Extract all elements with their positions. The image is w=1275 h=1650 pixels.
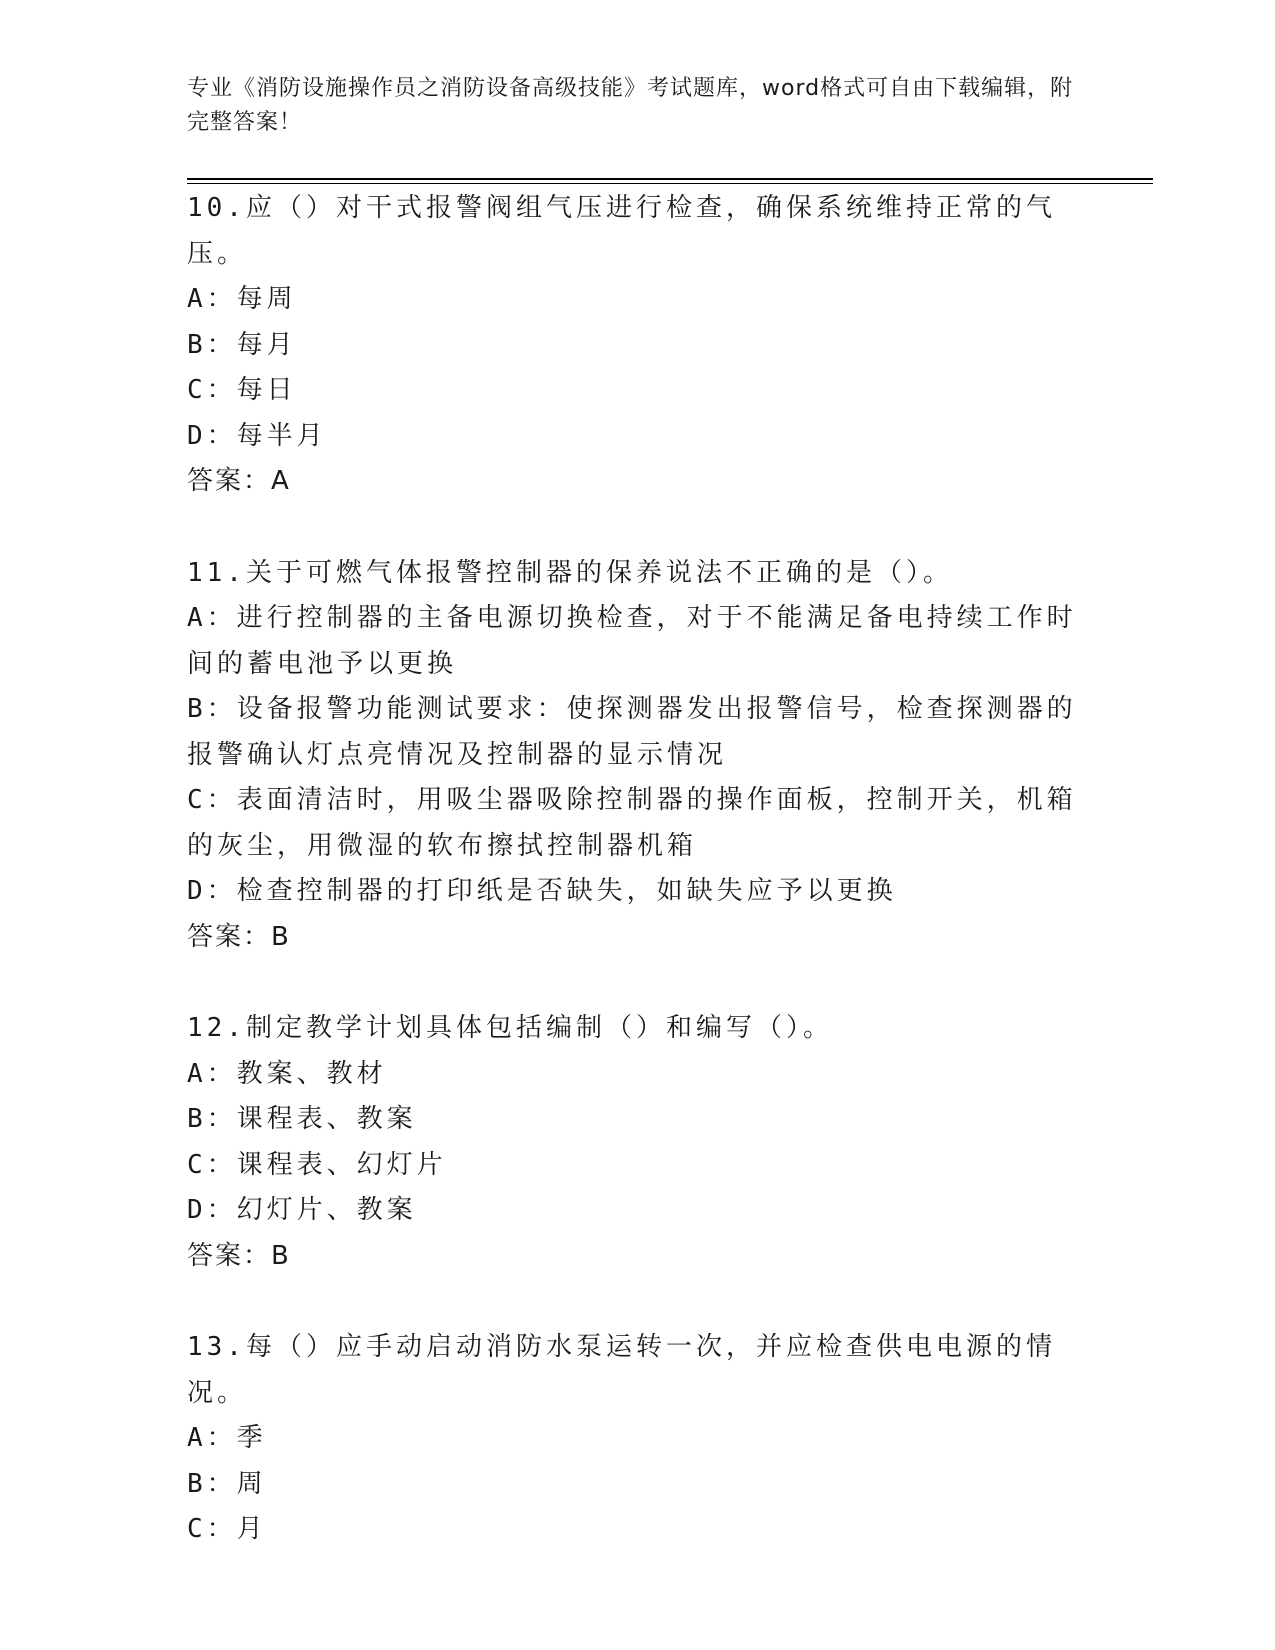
- answer-label: 答案：B: [187, 921, 291, 952]
- option-a: A：季: [187, 1423, 267, 1453]
- option-b: B：周: [187, 1468, 267, 1499]
- option-c: C：课程表、幻灯片: [187, 1149, 447, 1180]
- question-list: [187, 186, 1087, 1599]
- option-d: D：检查控制器的打印纸是否缺失，如缺失应予以更换: [187, 876, 897, 906]
- answer-label: 答案：A: [187, 466, 291, 496]
- option-c: C：表面清洁时，用吸尘器吸除控制器的操作面板，控制开关，机箱的灰尘，用微湿的软布擦拭控制器机箱: [187, 785, 1077, 861]
- option-b: B：设备报警功能测试要求：使探测器发出报警信号，检查探测器的报警确认灯点亮情况及控制器的显示情况: [187, 694, 1077, 770]
- question-12: [187, 1006, 1087, 1279]
- question-stem: 10.应（）对干式报警阀组气压进行检查，确保系统维持正常的气压。: [187, 193, 1056, 269]
- option-a: A：每周: [187, 284, 297, 314]
- question-stem: 13.每（）应手动启动消防水泵运转一次，并应检查供电电源的情况。: [187, 1332, 1056, 1408]
- question-10: [187, 186, 1087, 505]
- question-13: [187, 1325, 1087, 1553]
- question-11: [187, 551, 1087, 961]
- answer-label: 答案：B: [187, 1240, 291, 1271]
- option-b: B：课程表、教案: [187, 1104, 417, 1134]
- option-a: A：进行控制器的主备电源切换检查，对于不能满足备电持续工作时间的蓄电池予以更换: [187, 603, 1077, 679]
- question-stem: 12.制定教学计划具体包括编制（）和编写（）。: [187, 1013, 833, 1043]
- option-c: C：月: [187, 1514, 267, 1544]
- option-c: C：每日: [187, 375, 297, 405]
- option-d: D：幻灯片、教案: [187, 1195, 417, 1225]
- option-d: D：每半月: [187, 420, 327, 451]
- option-b: B：每月: [187, 329, 297, 360]
- question-stem: 11.关于可燃气体报警控制器的保养说法不正确的是（）。: [187, 557, 953, 588]
- document-header: 专业《消防设施操作员之消防设备高级技能》考试题库，word格式可自由下载编辑，附完整答案！: [187, 76, 1074, 135]
- header-divider-thick: [187, 178, 1153, 180]
- header-divider-thin: [187, 183, 1153, 184]
- option-a: A：教案、教材: [187, 1058, 387, 1089]
